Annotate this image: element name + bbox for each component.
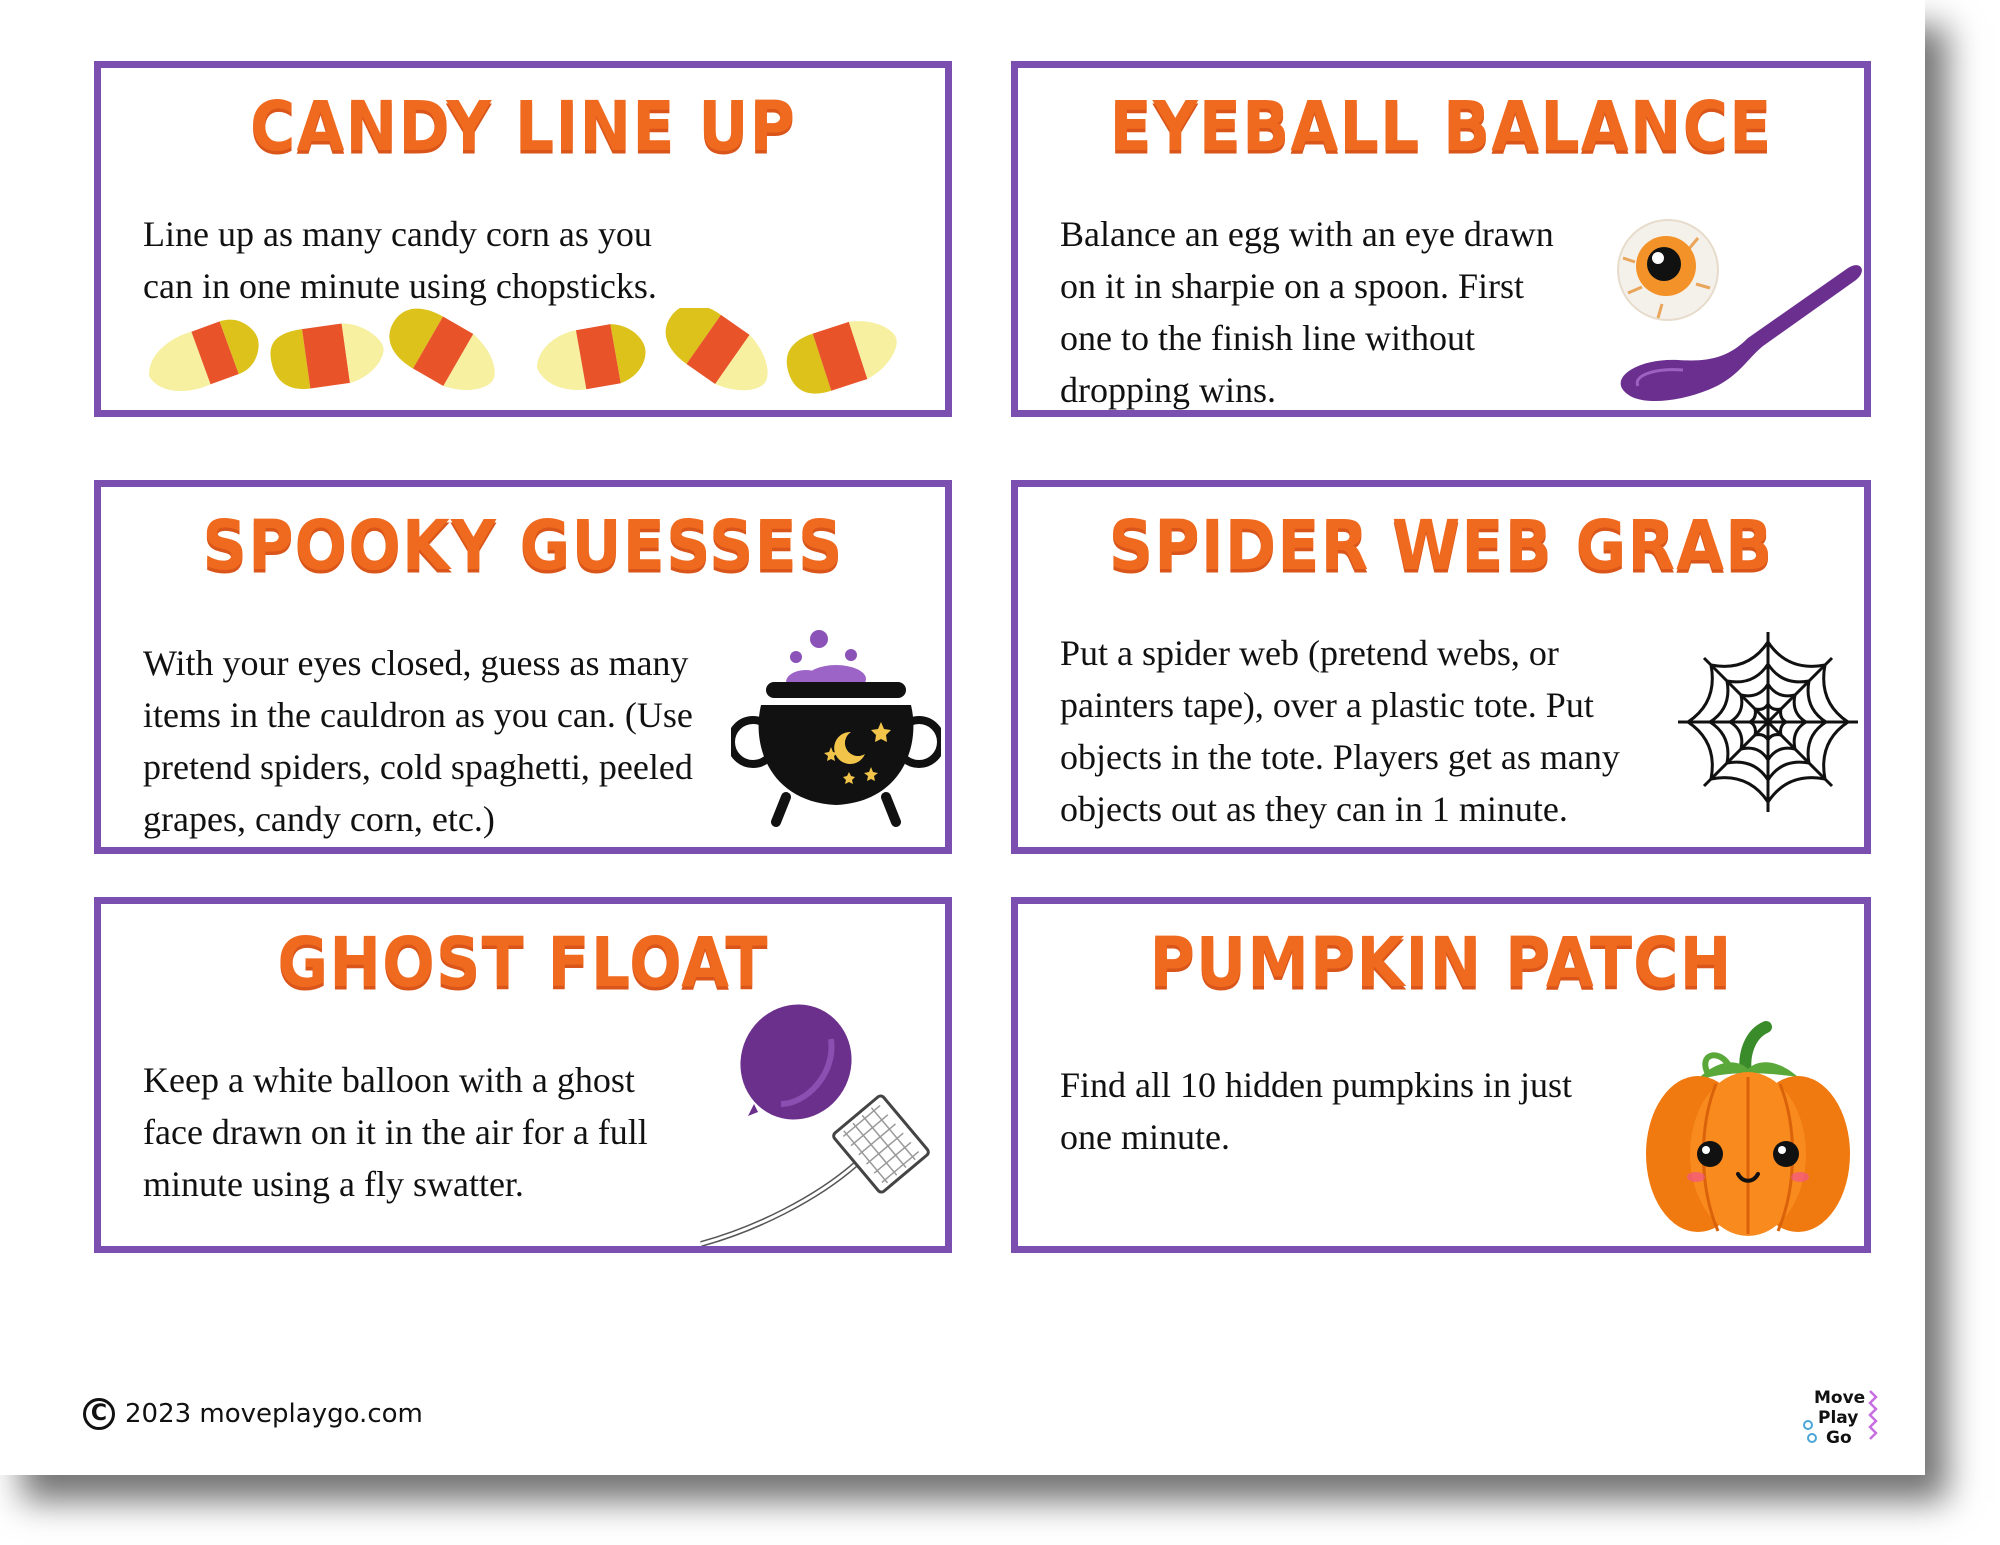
pumpkin-icon	[1638, 1019, 1858, 1244]
card-text-line: Line up as many candy corn as you	[143, 214, 652, 254]
card-spooky-guesses	[94, 480, 952, 854]
card-title: EYEBALL BALANCE	[1109, 86, 1773, 167]
cauldron-icon	[731, 627, 941, 837]
logo-line-go: Go	[1826, 1428, 1852, 1448]
moveplaygo-logo	[1800, 1383, 1880, 1453]
eyeball-spoon-icon	[1598, 218, 1868, 417]
card-description	[143, 637, 763, 845]
balloon-fly-swatter-icon	[696, 1004, 946, 1249]
card-ghost-float	[94, 897, 952, 1253]
logo-line-move: Move	[1814, 1388, 1866, 1408]
card-description	[1060, 1059, 1660, 1163]
card-text-line: one to the finish line without	[1060, 318, 1475, 358]
card-text-line: one minute.	[1060, 1117, 1230, 1157]
card-title: SPOOKY GUESSES	[202, 505, 844, 586]
card-text-line: With your eyes closed, guess as many	[143, 643, 689, 683]
card-text-line: Find all 10 hidden pumpkins in just	[1060, 1065, 1573, 1105]
logo-line-play: Play	[1818, 1408, 1859, 1428]
copyright-icon: C	[83, 1398, 115, 1430]
card-text-line: can in one minute using chopsticks.	[143, 266, 657, 306]
card-description	[143, 1054, 703, 1210]
footer-copyright	[83, 1398, 423, 1430]
candy-corn-row-icon	[141, 308, 921, 408]
card-text-line: objects out as they can in 1 minute.	[1060, 789, 1568, 829]
card-text-line: objects in the tote. Players get as many	[1060, 737, 1620, 777]
card-text-line: dropping wins.	[1060, 370, 1276, 410]
card-text-line: minute using a fly swatter.	[143, 1164, 524, 1204]
card-text-line: face drawn on it in the air for a full	[143, 1112, 648, 1152]
card-text-line: grapes, candy corn, etc.)	[143, 799, 495, 839]
logo-graphic	[1800, 1383, 1880, 1453]
card-eyeball-balance	[1011, 61, 1871, 417]
card-title: PUMPKIN PATCH	[1149, 922, 1733, 1003]
card-title: CANDY LINE UP	[250, 86, 796, 167]
card-title: GHOST FLOAT	[277, 922, 769, 1003]
card-spider-web-grab	[1011, 480, 1871, 854]
card-title: SPIDER WEB GRAB	[1108, 505, 1774, 586]
card-pumpkin-patch	[1011, 897, 1871, 1253]
card-text-line: Keep a white balloon with a ghost	[143, 1060, 635, 1100]
card-description	[143, 208, 823, 312]
card-candy-line-up	[94, 61, 952, 417]
card-description	[1060, 627, 1680, 835]
card-text-line: items in the cauldron as you can. (Use	[143, 695, 693, 735]
card-text-line: painters tape), over a plastic tote. Put	[1060, 685, 1594, 725]
card-text-line: Put a spider web (pretend webs, or	[1060, 633, 1559, 673]
card-text-line: pretend spiders, cold spaghetti, peeled	[143, 747, 693, 787]
card-description	[1060, 208, 1620, 416]
card-text-line: on it in sharpie on a spoon. First	[1060, 266, 1524, 306]
spider-web-icon	[1673, 627, 1863, 817]
copyright-text: 2023 moveplaygo.com	[125, 1399, 423, 1429]
card-text-line: Balance an egg with an eye drawn	[1060, 214, 1554, 254]
